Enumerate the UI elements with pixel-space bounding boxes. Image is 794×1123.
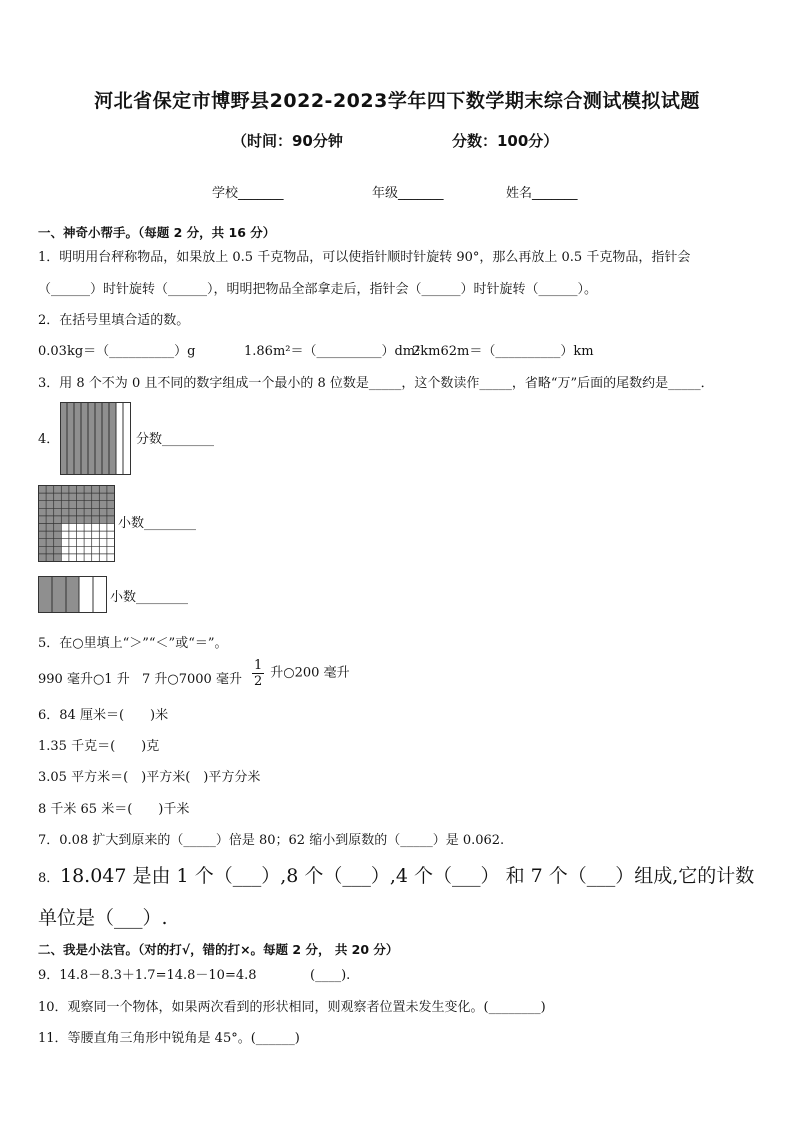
question-2-title: 2．在括号里填合适的数。 [38,313,190,328]
question-5-b[interactable]: 7 升○7000 毫升 [142,672,242,687]
question-6-d[interactable]: 8 千米 65 米＝( )千米 [38,802,190,817]
question-5-a[interactable]: 990 毫升○1 升 [38,672,130,687]
question-3[interactable]: 3．用 8 个不为 0 且不同的数字组成一个最小的 8 位数是_____，这个数读作_____，省略“万”后面的尾数约是_____． [38,376,714,391]
section-2-heading: 二、我是小法官。（对的打√，错的打×。每题 2 分， 共 20 分） [38,942,399,957]
question-2-c[interactable]: 2km62m＝（__________）km [412,344,594,359]
grade-field[interactable]: 年级_______ [372,186,444,201]
question-8-line-2[interactable]: 单位是（___）. [38,907,168,929]
school-field[interactable]: 学校_______ [212,186,284,201]
tenths-strip-figure [38,576,108,614]
question-8-line-1[interactable]: 18.047 是由 1 个（___）,8 个（___）,4 个（___） 和 7 个（___）组成,它的计数 [60,865,755,887]
question-5-c[interactable]: $\frac{1}{2}$ 升○200 毫升 [254,658,350,689]
question-4-number: 4． [38,432,60,447]
question-11[interactable]: 11．等腰直角三角形中锐角是 45°。(______) [38,1031,300,1046]
question-1-line-1: 1．明明用台秤称物品，如果放上 0.5 千克物品，可以使指针顺时针旋转 90°，那么再放上 0.5 千克物品，指针会 [38,250,691,265]
question-9: 9．14.8－8.3＋1.7=14.8－10=4.8 [38,968,257,983]
question-6-b[interactable]: 1.35 千克＝( )克 [38,739,160,754]
section-1-heading: 一、神奇小帮手。（每题 2 分，共 16 分） [38,225,276,240]
question-7[interactable]: 7．0.08 扩大到原来的（_____）倍是 80；62 缩小到原数的（_____）是 0.062. [38,833,505,848]
question-8-number: 8． [38,871,60,886]
hundred-grid-figure [38,485,116,563]
question-5-title: 5．在○里填上“＞”“＜”或“＝”。 [38,636,228,651]
question-10[interactable]: 10．观察同一个物体，如果两次看到的形状相同，则观察者位置未发生变化。(________) [38,1000,546,1015]
question-2-a[interactable]: 0.03kg＝（__________）g [38,344,196,359]
fraction-one-half: $\frac{1}{2}$ [254,658,263,689]
decimal-answer-2[interactable]: 小数________ [110,590,189,605]
decimal-answer-1[interactable]: 小数________ [118,516,197,531]
fraction-strip-figure [60,402,132,476]
question-1-line-2[interactable]: （______）时针旋转（______），明明把物品全部拿走后，指针会（______）时针旋转（______）。 [38,282,598,297]
fraction-answer[interactable]: 分数________ [136,432,215,447]
question-2-b[interactable]: 1.86m²＝（__________）dm² [244,344,421,359]
exam-title: 河北省保定市博野县2022-2023学年四下数学期末综合测试模拟试题 [94,90,700,112]
exam-score: 分数：100分） [452,132,559,150]
question-9-answer[interactable]: (____). [310,968,351,983]
question-6-a[interactable]: 6．84 厘米＝( )米 [38,708,169,723]
exam-time: （时间：90分钟 [232,132,343,150]
question-6-c[interactable]: 3.05 平方米＝( )平方米( )平方分米 [38,770,261,785]
name-field[interactable]: 姓名_______ [506,186,578,201]
